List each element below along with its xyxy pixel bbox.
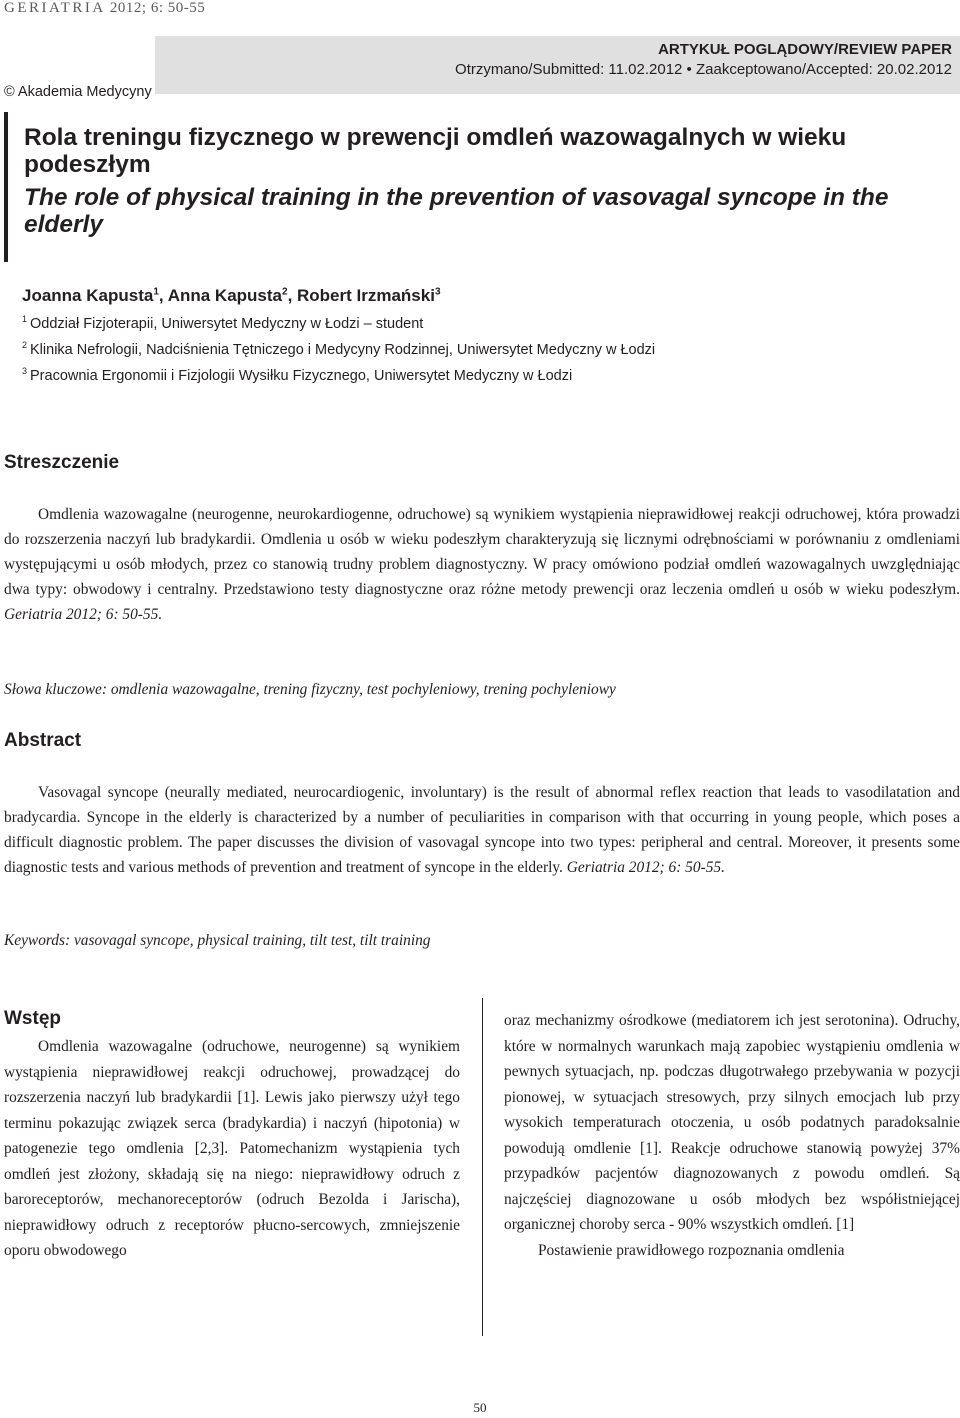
page-number: 50 xyxy=(473,1400,487,1415)
wstep-right-column xyxy=(504,1008,960,1263)
streszczenie-citation: Geriatria 2012; 6: 50-55. xyxy=(4,606,163,623)
wstep-right-next-paragraph: Postawienie prawidłowego rozpoznania omdlenia xyxy=(538,1241,845,1259)
wstep-left-column: Omdlenia wazowagalne (odruchowe, neurogenne) są wynikiem wystąpienia nieprawidłowej reakcji odruchowej, prowadzącej do rozszerzenia naczyń lub bradykardii [1]. Lewis jako pierwszy użył tego terminu pokazując związek serca (bradykardia) i naczyń (hipotonia) w patogenezie tego omdlenia [2,3]. Patomechanizm wystąpienia tych omdleń jest złożony, składają się na niego: nieprawidłowy odruch z baroreceptorów, mechanoreceptorów (odruch Bezolda i Jarischa), nieprawidłowy odruch z receptorów płucno-sercowych, zmniejszenie oporu obwodowego xyxy=(4,1038,460,1259)
submission-dates: Otrzymano/Submitted: 11.02.2012 • Zaakceptowano/Accepted: 20.02.2012 xyxy=(455,61,952,78)
copyright: © Akademia Medycyny xyxy=(4,84,152,100)
streszczenie-body: Omdlenia wazowagalne (neurogenne, neurokardiogenne, odruchowe) są wynikiem wystąpienia nieprawidłowej reakcji odruchowej, która prowadzi do rozszerzenia naczyń lub bradykardii. Omdlenia u osób w wieku podeszłym charakteryzują się licznymi odrębnościami w porównaniu z omdleniami występującymi u osób młodych, przez co stanowią trudny problem diagnostyczny. W pracy omówiono podział omdleń wazowagalnych uwzględniając dwa typy: obwodowy i centralny. Przedstawiono testy diagnostyczne oraz różne metody prewencji oraz leczenia omdleń u osób w wieku podeszłym. xyxy=(4,506,960,598)
journal-name: GERIATRIA xyxy=(4,0,106,16)
title-polish: Rola treningu fizycznego w prewencji omdleń wazowagalnych w wieku podeszłym xyxy=(24,124,847,178)
affiliation-number: 3 xyxy=(22,366,28,376)
affiliation-text: Klinika Nefrologii, Nadciśnienia Tętniczego i Medycyny Rodzinnej, Uniwersytet Medyczny w Łodzi xyxy=(30,341,656,358)
keywords-polish: Słowa kluczowe: omdlenia wazowagalne, trening fizyczny, test pochyleniowy, trening pochyleniowy xyxy=(4,681,616,698)
title-english: The role of physical training in the prevention of vasovagal syncope in the elderly xyxy=(24,184,889,238)
affiliation-text: Pracownia Ergonomii i Fizjologii Wysiłku Fizycznego, Uniwersytet Medyczny w Łodzi xyxy=(30,367,573,384)
article-banner xyxy=(155,36,960,94)
author-name: Robert Irzmański xyxy=(297,286,435,305)
affiliation-number: 1 xyxy=(22,314,28,324)
affiliation-text: Oddział Fizjoterapii, Uniwersytet Medyczny w Łodzi – student xyxy=(30,315,424,332)
affiliation xyxy=(22,366,572,384)
affiliation xyxy=(22,314,423,332)
author-affiliation-ref: 3 xyxy=(434,286,441,298)
journal-citation: 2012; 6: 50-55 xyxy=(109,0,206,16)
abstract-citation: Geriatria 2012; 6: 50-55. xyxy=(566,859,725,876)
author-name: Anna Kapusta xyxy=(167,286,282,305)
wstep-right-text: oraz mechanizmy ośrodkowe (mediatorem ich jest serotonina). Odruchy, które w normalnych warunkach mają zapobiec wystąpieniu omdlenia w pewnych sytuacjach, np. podczas długotrwałego przebywania w pozycji pionowej, w sytuacjach stresowych, przy silnych emocjach lub przy wysokich temperaturach otoczenia, u osób podatnych paradoksalnie powodują omdlenie [1]. Reakcje odruchowe stanowią powyżej 37% przypadków pacjentów diagnozowanych z powodu omdleń. Są najczęściej diagnozowane u osób młodych bez współistniejącej organicznej choroby serca - 90% wszystkich omdleń. [1] xyxy=(504,1012,960,1233)
abstract-body: Vasovagal syncope (neurally mediated, neurocardiogenic, involuntary) is the result of abnormal reflex reaction that leads to vasodilatation and bradycardia. Syncope in the elderly is characterized by a number of peculiarities in comparison with that occurring in young people, which poses a difficult diagnostic problem. The paper discusses the division of vasovagal syncope into two types: peripheral and central. Moreover, it presents some diagnostic tests and various methods of prevention and treatment of syncope in the elderly. xyxy=(4,784,960,876)
article-type: ARTYKUŁ POGLĄDOWY/REVIEW PAPER xyxy=(658,41,952,58)
author-name: Joanna Kapusta xyxy=(22,286,154,305)
keywords-english: Keywords: vasovagal syncope, physical training, tilt test, tilt training xyxy=(4,932,431,949)
authors xyxy=(22,286,441,306)
streszczenie-text xyxy=(4,502,960,627)
abstract-text xyxy=(4,780,960,880)
affiliation xyxy=(22,340,655,358)
author-separator: , xyxy=(287,286,298,305)
title-block xyxy=(4,112,960,262)
author-separator: , xyxy=(158,286,168,305)
abstract-heading: Abstract xyxy=(4,730,82,751)
journal-header xyxy=(4,0,205,17)
streszczenie-heading: Streszczenie xyxy=(4,452,120,473)
column-divider xyxy=(482,998,483,1336)
wstep-heading: Wstęp xyxy=(4,1008,61,1029)
author-affiliation-ref: 1 xyxy=(153,286,159,298)
affiliation-number: 2 xyxy=(22,340,28,350)
author-affiliation-ref: 2 xyxy=(282,286,288,298)
